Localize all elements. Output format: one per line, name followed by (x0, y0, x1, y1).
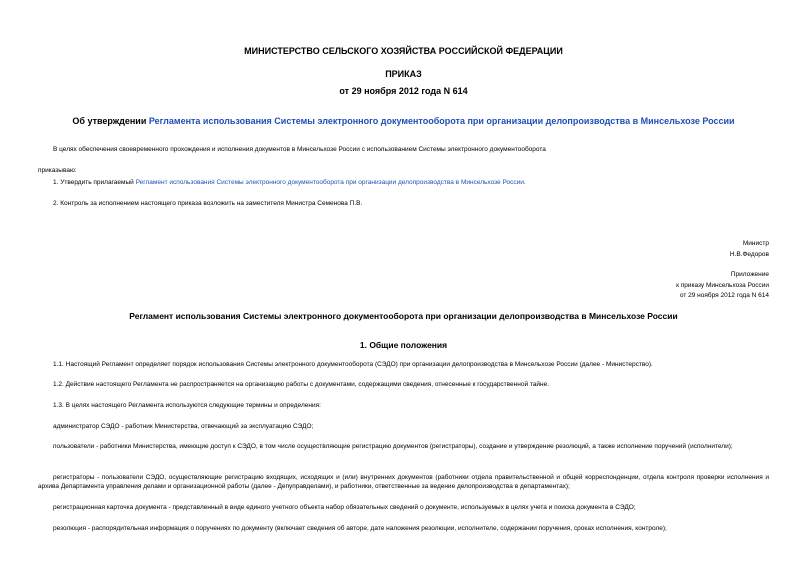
term-users: пользователи - работники Министерства, имеющие доступ к СЭДО, в том числе осуществляющие регистрацию документов (регистраторы), создание и утверждение резолюций, а также исполнение поручений (исполнители); (53, 443, 733, 450)
order-title-prefix: Об утверждении (72, 116, 149, 126)
ministry-heading: МИНИСТЕРСТВО СЕЛЬСКОГО ХОЗЯЙСТВА РОССИЙСКОЙ ФЕДЕРАЦИИ (244, 46, 563, 56)
regulation-title-link[interactable]: Регламента использования Системы электронного документооборота при организации делопроизводства в Минсельхозе России (148, 116, 735, 126)
order-item-1-prefix: 1. Утвердить прилагаемый (53, 179, 136, 186)
order-item-1-suffix: . (523, 179, 526, 186)
paragraph-1-2: 1.2. Действие настоящего Регламента не распространяется на организацию работы с документами, содержащими сведения, отнесенные к государственной тайне. (53, 381, 550, 388)
appendix-label: Приложение (730, 271, 769, 278)
signature-name: Н.В.Федоров (729, 251, 769, 258)
order-intro: В целях обеспечения своевременного прохождения и исполнения документов в Минсельхозе России с использованием Системы электронного документооборота (53, 146, 546, 153)
order-command: приказываю: (38, 167, 77, 174)
appendix-ref: к приказу Минсельхоза России (676, 282, 769, 289)
section-1-heading: 1. Общие положения (359, 340, 448, 350)
term-admin: администратор СЭДО - работник Министерства, отвечающий за эксплуатацию СЭДО; (53, 423, 314, 430)
term-registrars: регистраторы - пользователи СЭДО, осуществляющие регистрацию входящих, исходящих и (или) внутренних документов (работники отдела правительственной и общей корреспонденции, отдела контроля проверки исполнения и архива Департамента управления делами и организационной работы (далее - Депуправделами), и работники, ответственные за ведение делопроизводства в департаментах); (38, 474, 769, 490)
signature-position: Министр (742, 240, 769, 247)
regulation-link[interactable]: Регламент использования Системы электронного документооборота при организации делопроизводства в Минсельхозе России (135, 179, 524, 186)
doc-type-heading: ПРИКАЗ (385, 69, 422, 79)
order-title (0, 116, 807, 126)
appendix-date: от 29 ноября 2012 года N 614 (679, 292, 769, 299)
term-resolution: резолюция - распорядительная информация о поручениях по документу (включает сведения об авторе, дате наложения резолюции, исполнителе, содержании поручения, сроках исполнения, контроле); (53, 525, 667, 532)
paragraph-1-1: 1.1. Настоящий Регламент определяет порядок использования Системы электронного документооборота (СЭДО) при организации делопроизводства в Минсельхозе России (далее - Министерство). (53, 361, 653, 368)
regulation-heading: Регламент использования Системы электронного документооборота при организации делопроизводства в Минсельхозе России (129, 311, 678, 321)
order-item-1 (53, 179, 526, 186)
order-item-2: 2. Контроль за исполнением настоящего приказа возложить на заместителя Министра Семенова П.В. (53, 200, 363, 207)
order-date-number: от 29 ноября 2012 года N 614 (339, 86, 468, 96)
term-card: регистрационная карточка документа - представленный в виде единого учетного объекта набор обязательных сведений о документе, используемых в целях учета и поиска документа в СЭДО; (53, 504, 636, 511)
paragraph-1-3: 1.3. В целях настоящего Регламента используются следующие термины и определения: (53, 402, 321, 409)
